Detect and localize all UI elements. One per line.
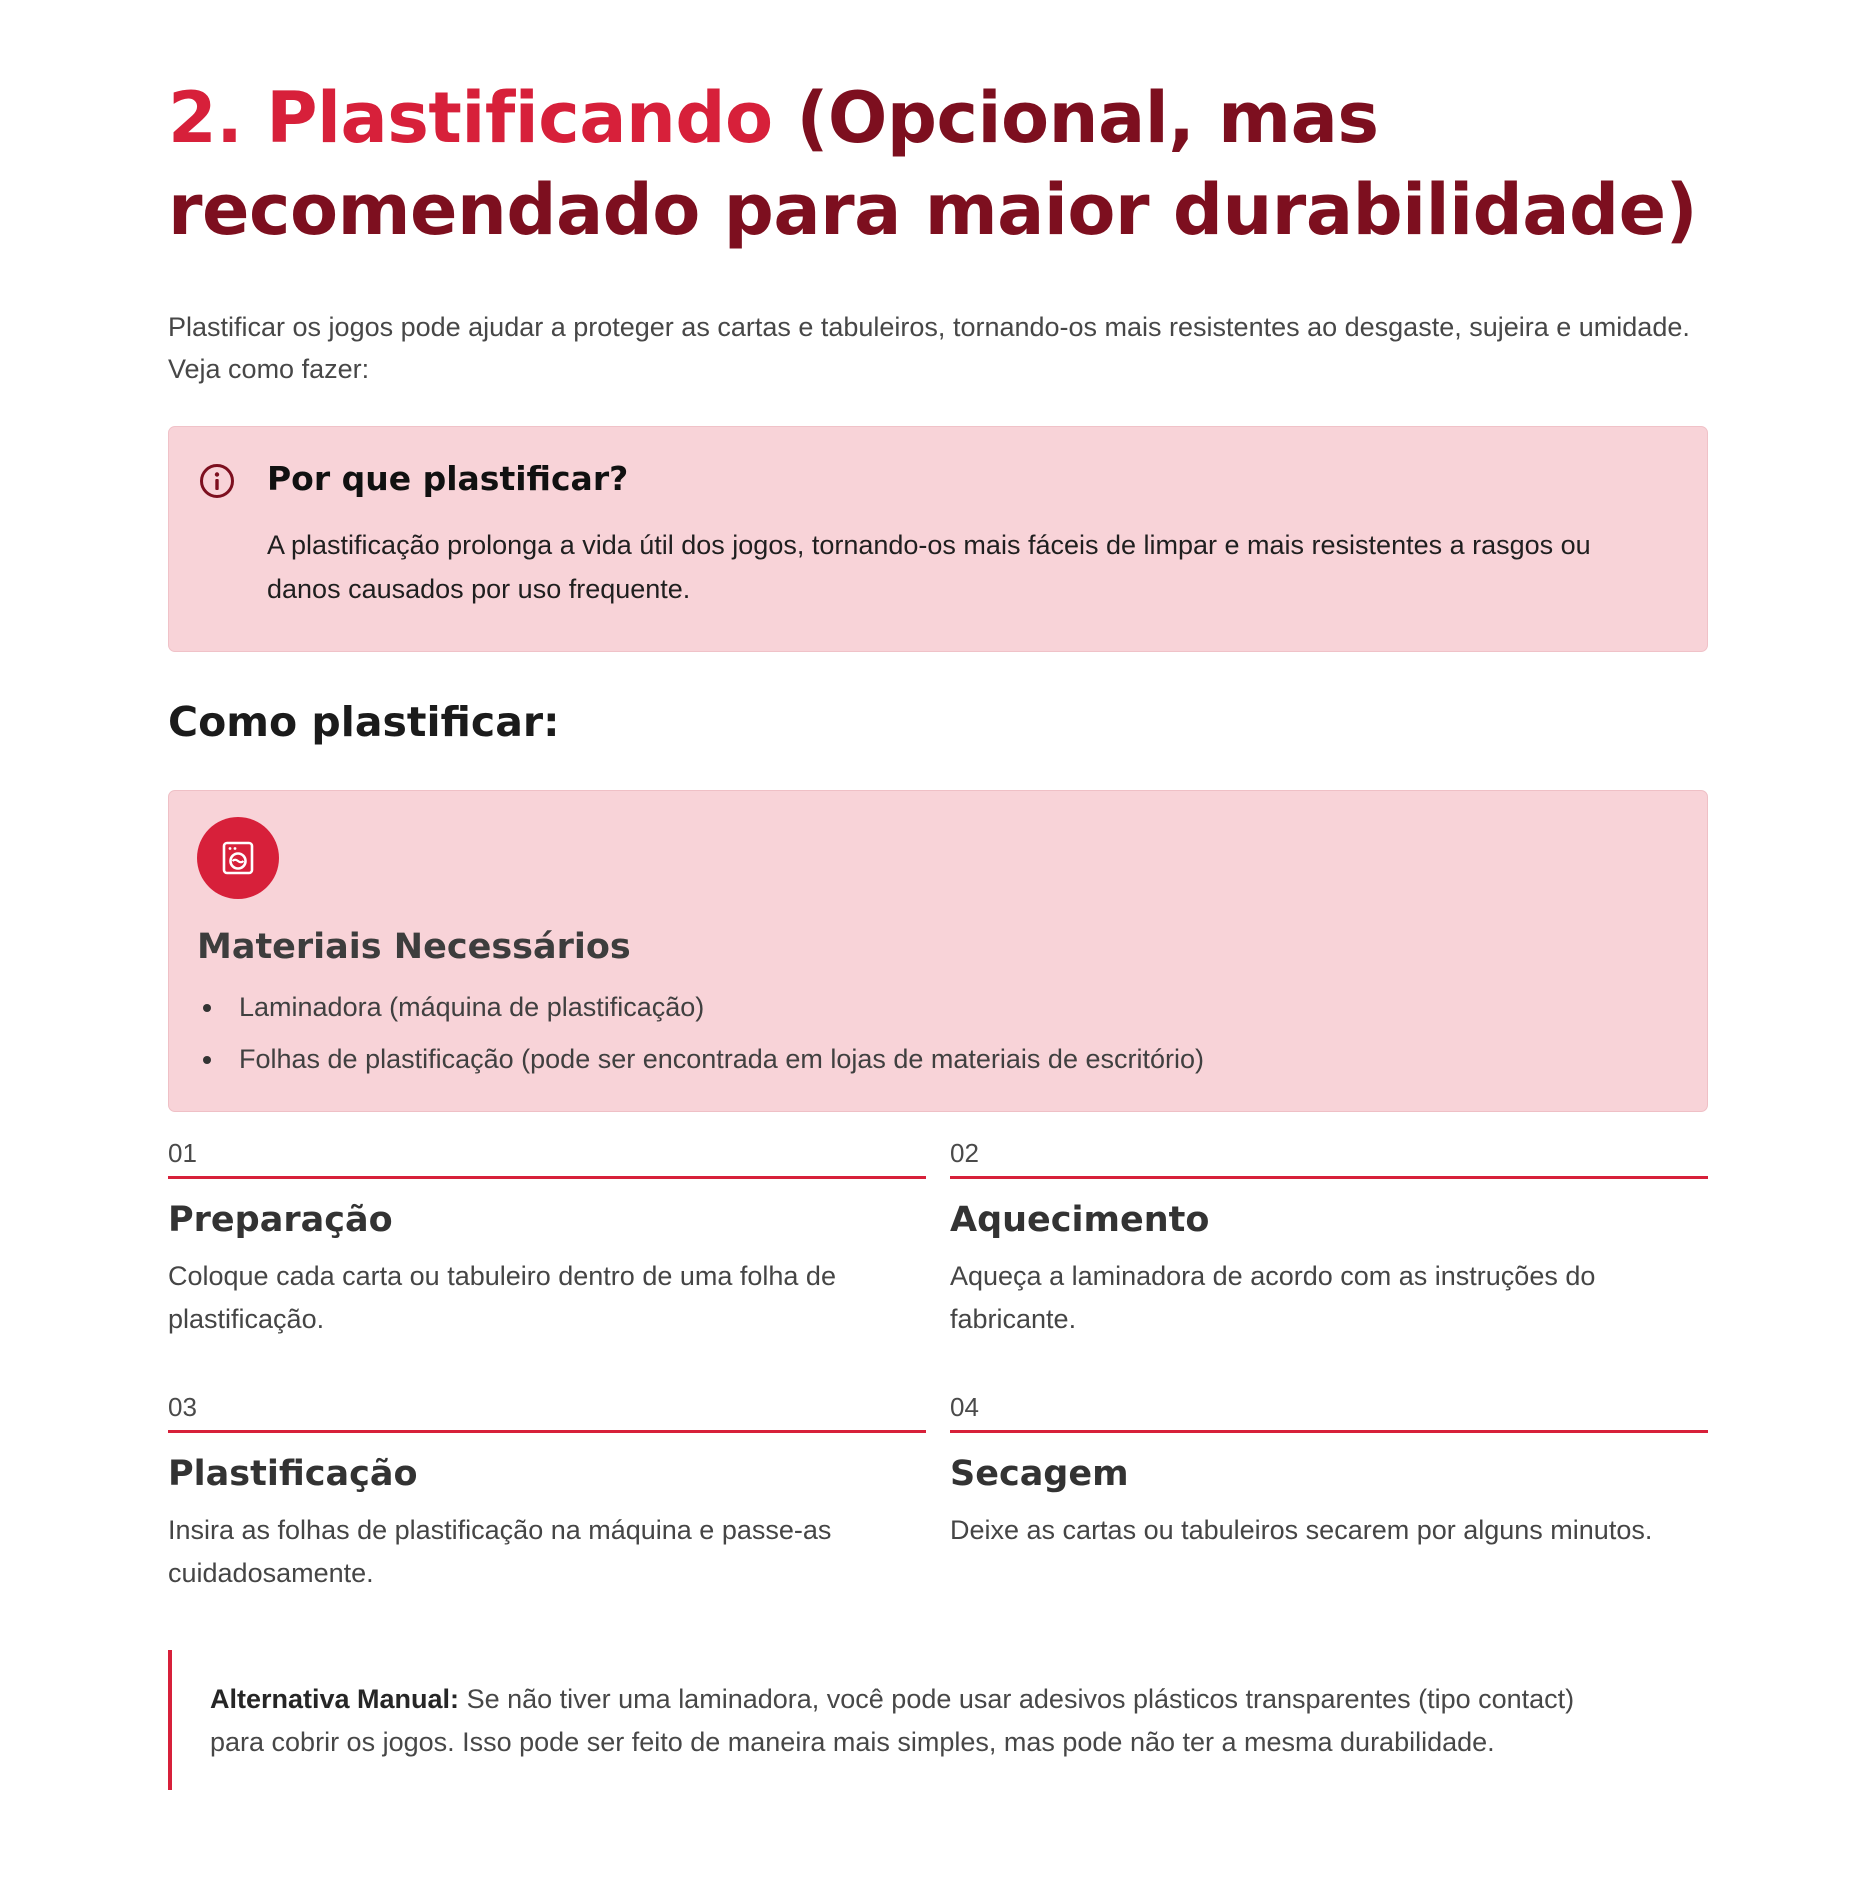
info-callout	[168, 426, 1708, 652]
step-number: 04	[950, 1392, 979, 1422]
materials-item: Laminadora (máquina de plastificação)	[197, 981, 1679, 1033]
step-divider	[168, 1430, 926, 1433]
step-title: Aquecimento	[950, 1200, 1210, 1240]
section-heading: Como plastificar:	[168, 698, 560, 746]
page-title-number: 2.	[168, 77, 243, 159]
materials-item: Folhas de plastificação (pode ser encontrada em lojas de materiais de escritório)	[197, 1033, 1679, 1085]
materials-title: Materiais Necessários	[197, 927, 631, 967]
step-card	[950, 1138, 1708, 1392]
laminator-icon	[197, 817, 279, 899]
step-card	[168, 1138, 926, 1392]
step-title: Secagem	[950, 1454, 1129, 1494]
step-text: Deixe as cartas ou tabuleiros secarem por alguns minutos.	[950, 1515, 1653, 1545]
manual-alternative-note	[168, 1650, 1708, 1790]
page-title-highlight: Plastificando	[266, 77, 773, 159]
intro-paragraph: Plastificar os jogos pode ajudar a proteger as cartas e tabuleiros, tornando-os mais resistentes ao desgaste, sujeira e umidade. Veja como fazer:	[168, 312, 1690, 384]
step-title: Preparação	[168, 1200, 393, 1240]
step-text: Aqueça a laminadora de acordo com as instruções do fabricante.	[950, 1261, 1596, 1334]
note-text: Se não tiver uma laminadora, você pode usar adesivos plásticos transparentes (tipo contact) para cobrir os jogos. Isso pode ser feito de maneira mais simples, mas pode não ter a mesma durabilidade.	[210, 1684, 1575, 1757]
step-number: 02	[950, 1138, 979, 1168]
document-page	[168, 72, 1708, 1790]
step-divider	[950, 1430, 1708, 1433]
step-text: Coloque cada carta ou tabuleiro dentro de uma folha de plastificação.	[168, 1261, 836, 1334]
step-divider	[168, 1176, 926, 1179]
callout-text: A plastificação prolonga a vida útil dos jogos, tornando-os mais fáceis de limpar e mais resistentes a rasgos ou danos causados por uso frequente.	[267, 530, 1591, 604]
step-number: 03	[168, 1392, 197, 1422]
step-card	[950, 1392, 1708, 1646]
step-title: Plastificação	[168, 1454, 418, 1494]
note-label: Alternativa Manual:	[210, 1684, 460, 1714]
step-divider	[950, 1176, 1708, 1179]
step-number: 01	[168, 1138, 197, 1168]
steps-grid	[168, 1138, 1708, 1646]
callout-title: Por que plastificar?	[267, 459, 629, 498]
page-title	[168, 72, 1708, 256]
materials-list	[197, 981, 1679, 1085]
page-title-rest: (Opcional, mas recomendado para maior durabilidade)	[168, 77, 1698, 251]
materials-card	[168, 790, 1708, 1112]
info-icon	[199, 463, 235, 499]
step-card	[168, 1392, 926, 1646]
step-text: Insira as folhas de plastificação na máquina e passe-as cuidadosamente.	[168, 1515, 832, 1588]
